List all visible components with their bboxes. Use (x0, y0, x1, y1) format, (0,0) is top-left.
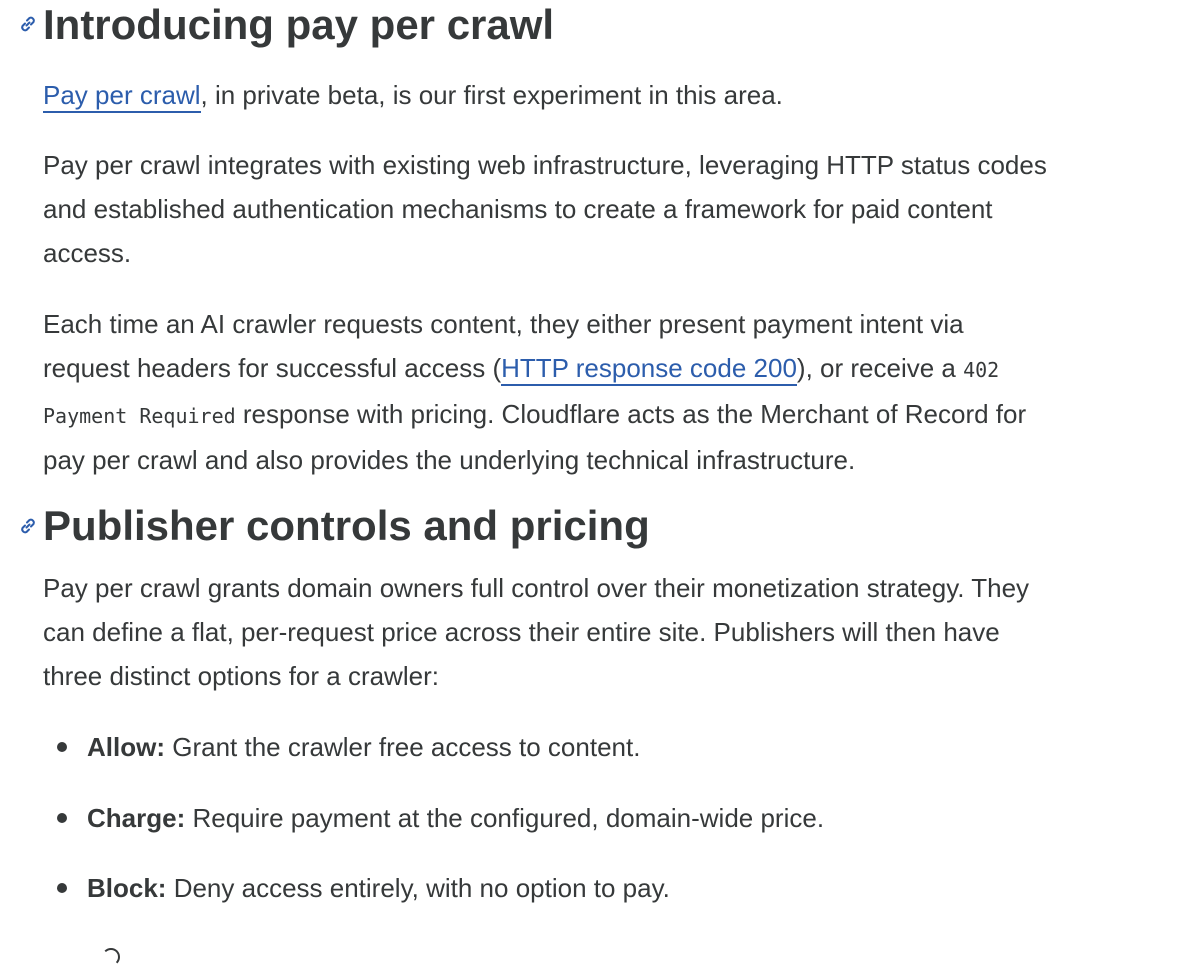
heading-anchor-link-icon[interactable] (17, 515, 39, 537)
paragraph-line: access. (43, 238, 132, 268)
option-label-block: Block: (87, 873, 167, 903)
bullet-dot (57, 883, 67, 893)
pay-per-crawl-link[interactable]: Pay per crawl (43, 80, 201, 113)
inline-code-payment-required: Payment Required (43, 404, 236, 428)
publisher-controls-paragraph (43, 566, 1123, 698)
crawler-request-paragraph (43, 302, 1123, 482)
option-description: Require payment at the configured, domain-wide price. (185, 803, 825, 833)
paragraph-text: request headers for successful access ( (43, 353, 502, 383)
link-icon (17, 515, 39, 537)
bullet-dot (57, 813, 67, 823)
paragraph-text: response with pricing. Cloudflare acts as the Merchant of Record for (235, 399, 1027, 429)
paragraph-line: pay per crawl and also provides the underlying technical infrastructure. (43, 445, 856, 475)
option-label-allow: Allow: (87, 732, 165, 762)
paragraph-line: Each time an AI crawler requests content, they either present payment intent via (43, 309, 964, 339)
section-heading-publisher-controls: Publisher controls and pricing (43, 502, 650, 549)
paragraph-line: and established authentication mechanisms to create a framework for paid content (43, 194, 993, 224)
option-description: Grant the crawler free access to content. (165, 732, 641, 762)
inline-code-402: 402 (963, 358, 1000, 382)
heading-anchor-link-icon[interactable] (17, 13, 39, 35)
paragraph-line: Pay per crawl integrates with existing web infrastructure, leveraging HTTP status codes (43, 150, 1047, 180)
cutoff-glyph-fragment (102, 948, 120, 966)
bullet-dot (57, 742, 67, 752)
paragraph-line: three distinct options for a crawler: (43, 661, 439, 691)
paragraph-text: ), or receive a (796, 353, 964, 383)
paragraph-line: can define a flat, per-request price across their entire site. Publishers will then have (43, 617, 1000, 647)
option-description: Deny access entirely, with no option to pay. (166, 873, 670, 903)
intro-text: , in private beta, is our first experiment in this area. (200, 80, 783, 110)
section-heading-introducing: Introducing pay per crawl (43, 1, 555, 48)
link-icon (17, 13, 39, 35)
option-label-charge: Charge: (87, 803, 186, 833)
infrastructure-paragraph (43, 143, 1123, 275)
http-response-code-200-link[interactable]: HTTP response code 200 (501, 353, 797, 386)
intro-paragraph (43, 73, 1123, 117)
paragraph-line: Pay per crawl grants domain owners full control over their monetization strategy. They (43, 573, 1030, 603)
